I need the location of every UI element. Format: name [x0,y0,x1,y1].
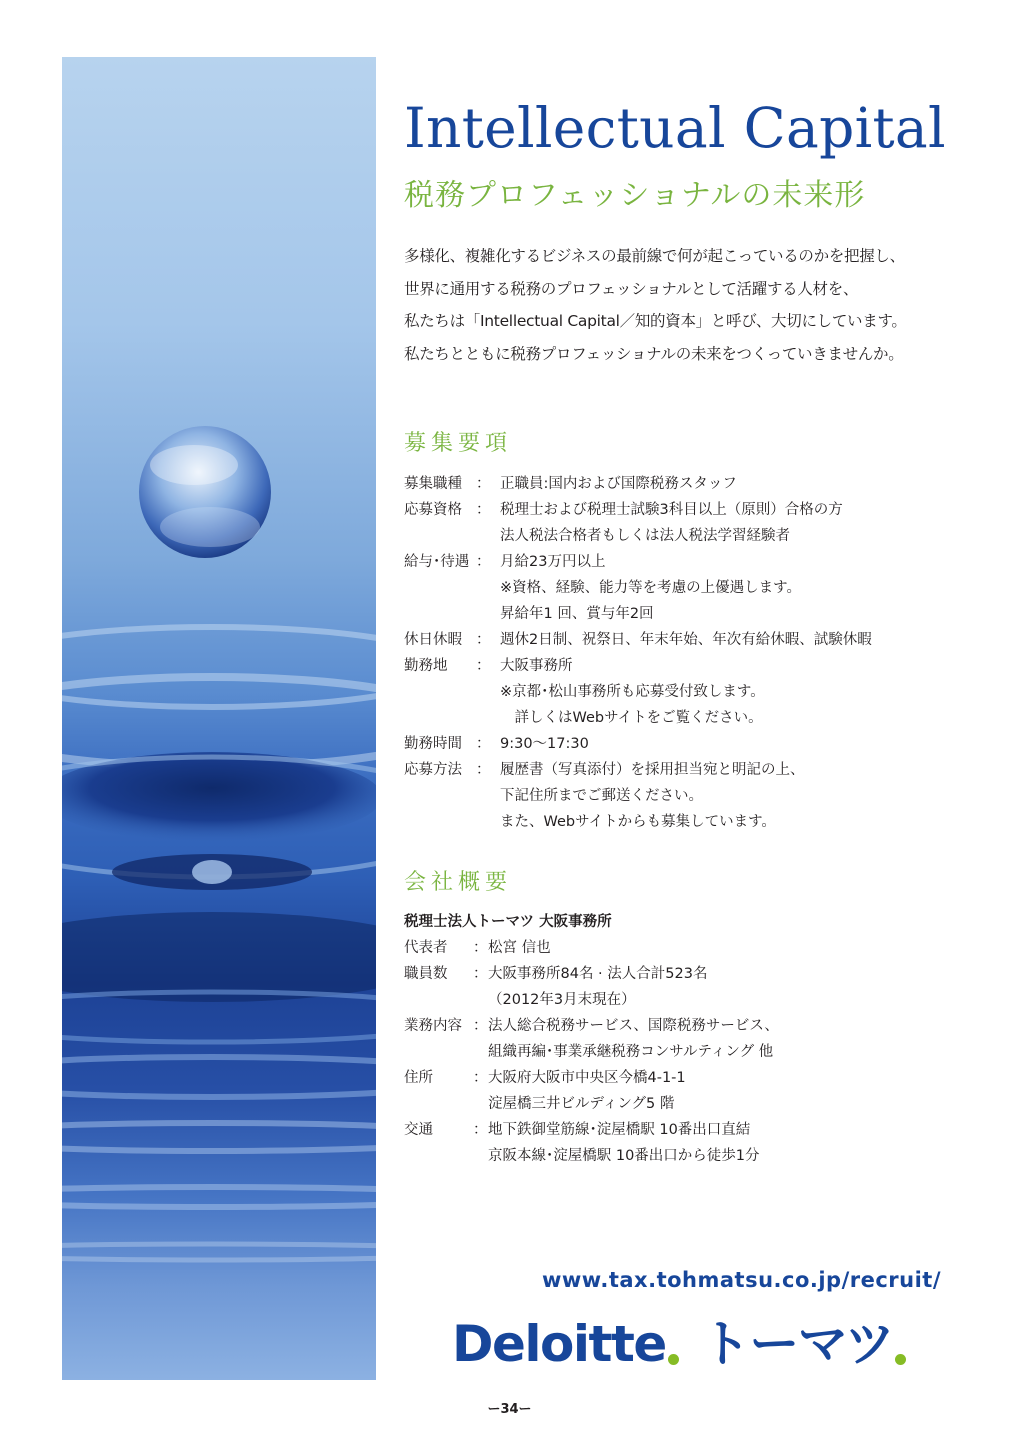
intro-paragraph [404,240,964,370]
detail-value: 組織再編･事業承継税務コンサルティング 他 [488,1044,774,1060]
detail-colon: ： [476,476,491,492]
detail-label: 給与･待遇 [404,554,470,570]
detail-value: 京阪本線･淀屋橋駅 10番出口から徒歩1分 [488,1148,760,1164]
detail-label: 募集職種 [404,476,462,492]
detail-colon: ： [473,940,488,956]
detail-colon: ： [476,762,491,778]
intro-line: 多様化、複雑化するビジネスの最前線で何が起こっているのかを把握し、 [404,247,905,265]
recruitment-heading: 募集要項 [404,431,513,456]
deloitte-tohmatsu-logo [452,1314,906,1374]
detail-value: 大阪府大阪市中央区今橋4-1-1 [488,1070,686,1086]
detail-value: 大阪事務所 [500,658,573,674]
detail-label: 休日休暇 [404,632,462,648]
water-droplet-photo [62,57,376,1380]
detail-colon: ： [476,632,491,648]
company-name: 税理士法人トーマツ 大阪事務所 [404,914,612,930]
detail-value: 税理士および税理士試験3科目以上（原則）合格の方 [500,502,843,518]
detail-value: 法人総合税務サービス、国際税務サービス、 [488,1018,779,1034]
detail-value: 9:30～17:30 [500,736,589,752]
detail-label: 応募資格 [404,502,462,518]
detail-colon: ： [476,736,491,752]
detail-colon: ： [476,658,491,674]
detail-colon: ： [476,554,491,570]
detail-label: 応募方法 [404,762,462,778]
logo-dot-icon [895,1354,906,1365]
intro-line: 世界に通用する税務のプロフェッショナルとして活躍する人材を、 [404,279,859,298]
detail-value: また、Webサイトからも募集しています。 [500,814,776,830]
detail-label: 住所 [404,1070,433,1086]
detail-value: 大阪事務所84名 · 法人合計523名 [488,966,708,982]
water-droplet-illustration [62,57,376,1380]
logo-tohmatsu-text: トーマツ [700,1315,894,1373]
detail-value: 履歴書（写真添付）を採用担当宛と明記の上、 [500,762,805,778]
detail-value: 正職員:国内および国際税務スタッフ [500,476,737,492]
detail-value: 月給23万円以上 [500,554,606,570]
intro-line: 私たちとともに税務プロフェッショナルの未来をつくっていきませんか。 [404,344,904,363]
detail-value: 淀屋橋三井ビルディング5 階 [488,1096,675,1112]
detail-value: （2012年3月末現在） [488,992,636,1008]
detail-colon: ： [473,1018,488,1034]
detail-value: ※京都･松山事務所も応募受付致します。 [500,684,765,700]
detail-colon: ： [473,1122,488,1138]
company-heading: 会社概要 [404,870,513,895]
page-title: Intellectual Capital [404,96,946,160]
detail-value: 下記住所までご郵送ください。 [500,788,703,804]
detail-colon: ： [473,1070,488,1086]
detail-label: 職員数 [404,966,448,982]
detail-label: 交通 [404,1122,433,1138]
logo-dot-icon [668,1354,679,1365]
detail-value: 法人税法合格者もしくは法人税法学習経験者 [500,528,790,544]
detail-label: 代表者 [404,940,448,956]
detail-value: ※資格、経験、能力等を考慮の上優遇します。 [500,580,801,596]
detail-value: 週休2日制、祝祭日、年末年始、年次有給休暇、試験休暇 [500,632,872,648]
detail-value: 昇給年1 回、賞与年2回 [500,606,654,622]
logo-deloitte-text: Deloitte [452,1315,666,1373]
intro-line: 私たちは「Intellectual Capital／知的資本」と呼び、大切にしています。 [404,312,907,330]
detail-label: 業務内容 [404,1018,462,1034]
detail-colon: ： [476,502,491,518]
detail-label: 勤務地 [404,658,448,674]
detail-value: 詳しくはWebサイトをご覧ください。 [500,710,763,726]
page-number: ー34ー [487,1402,532,1417]
recruit-url-link[interactable]: www.tax.tohmatsu.co.jp/recruit/ [542,1268,942,1292]
detail-value: 松宮 信也 [488,940,551,956]
detail-label: 勤務時間 [404,736,462,752]
detail-colon: ： [473,966,488,982]
detail-value: 地下鉄御堂筋線･淀屋橋駅 10番出口直結 [488,1122,751,1138]
page-subtitle: 税務プロフェッショナルの未来形 [404,178,866,213]
